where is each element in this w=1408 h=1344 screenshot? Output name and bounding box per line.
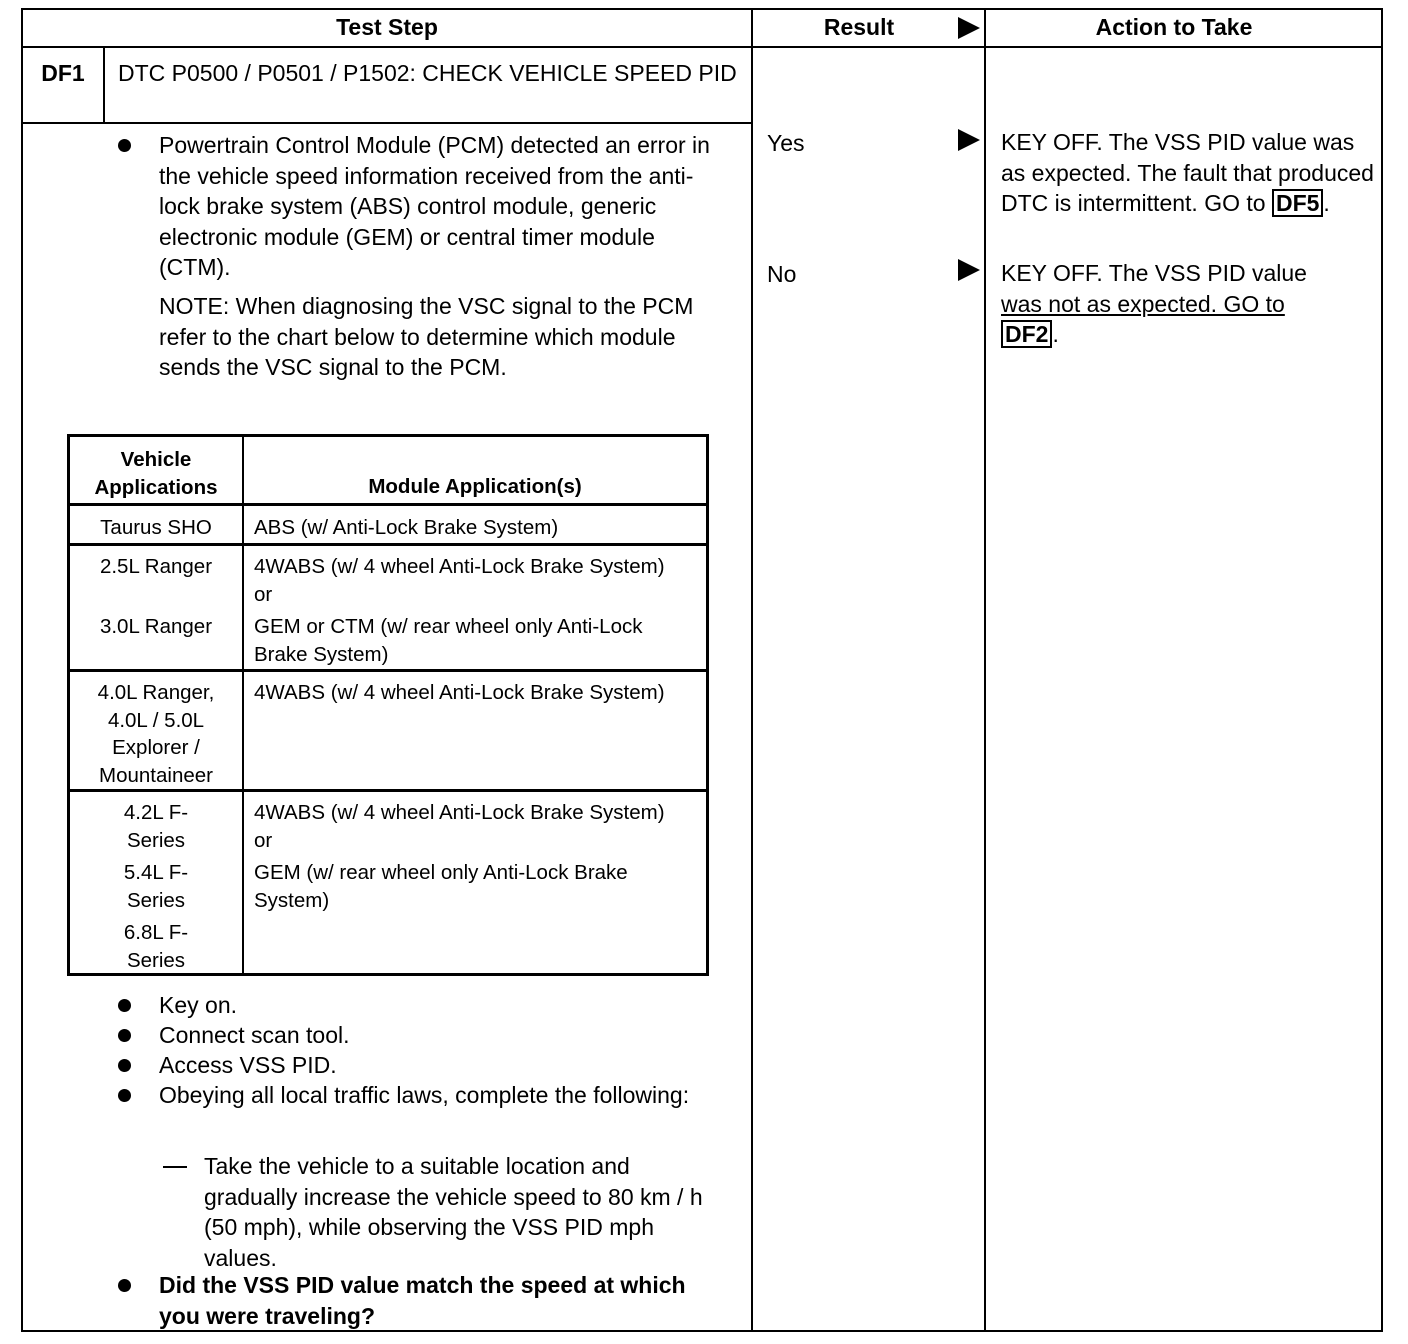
- divider-result-action: [984, 8, 986, 1332]
- note-text: NOTE: When diagnosing the VSC signal to the PCM refer to the chart below to determine which module sends the VSC signal to the PCM.: [159, 293, 694, 380]
- bullet-icon: [118, 1059, 131, 1072]
- table-cell-vehicle: 3.0L Ranger: [99, 615, 213, 638]
- action-no-period: .: [1052, 321, 1059, 347]
- table-cell-vehicle: 5.4L F-Series: [123, 861, 189, 912]
- table-col-divider: [242, 437, 244, 973]
- bullet-pcm-error: Powertrain Control Module (PCM) detected an error in the vehicle speed information received from the anti-lock brake system (ABS) control module, generic electronic module (GEM) or central timer module (CTM).: [159, 132, 710, 280]
- action-no-text-line2: was not as expected. GO to: [1001, 290, 1285, 317]
- table-cell-module: 4WABS (w/ 4 wheel Anti-Lock Brake System) or: [254, 555, 665, 606]
- table-cell-vehicle: Taurus SHO: [100, 516, 212, 539]
- table-header-vehicle: Vehicle Applications: [94, 448, 218, 499]
- bullet-traffic-laws: Obeying all local traffic laws, complete the following:: [159, 1082, 690, 1108]
- table-row-divider: [70, 789, 706, 792]
- bullet-icon: [118, 1279, 131, 1292]
- question-text: Did the VSS PID value match the speed at which you were traveling?: [159, 1272, 686, 1329]
- action-no-ref-df2[interactable]: DF2: [1001, 320, 1052, 348]
- action-yes-period: .: [1323, 190, 1330, 216]
- bullet-icon: [118, 139, 131, 152]
- table-cell-module: GEM or CTM (w/ rear wheel only Anti-Lock Brake System): [254, 615, 643, 666]
- table-row-divider: [70, 669, 706, 672]
- result-no-arrow-icon: [958, 259, 980, 281]
- bullet-icon: [118, 1089, 131, 1102]
- table-cell-vehicle: 4.0L Ranger, 4.0L / 5.0L Explorer / Mountaineer: [97, 681, 215, 787]
- step-title: DTC P0500 / P0501 / P1502: CHECK VEHICLE SPEED PID: [118, 60, 737, 86]
- table-row-divider: [70, 503, 706, 506]
- action-yes-text: KEY OFF. The VSS PID value was as expected. The fault that produced DTC is intermittent. GO to: [1001, 129, 1374, 216]
- step-id-divider: [103, 47, 105, 123]
- header-divider: [21, 46, 1383, 48]
- bullet-key-on: Key on.: [159, 992, 237, 1018]
- header-test-step: Test Step: [336, 13, 438, 40]
- divider-teststep-result: [751, 8, 753, 1332]
- header-action: Action to Take: [1095, 13, 1253, 40]
- action-no: [1001, 258, 1381, 350]
- action-no-text-line1: KEY OFF. The VSS PID value: [1001, 260, 1307, 286]
- result-yes-arrow-icon: [958, 129, 980, 151]
- table-cell-module: GEM (w/ rear wheel only Anti-Lock Brake System): [254, 861, 628, 912]
- action-yes: [1001, 127, 1381, 219]
- bullet-icon: [118, 1029, 131, 1042]
- header-arrow-icon: [958, 17, 980, 39]
- dash-icon: [163, 1166, 187, 1168]
- table-cell-module: ABS (w/ Anti-Lock Brake System): [254, 516, 559, 539]
- result-yes-label: Yes: [767, 130, 805, 156]
- table-header-module: Module Application(s): [368, 475, 582, 498]
- step-title-divider: [21, 122, 752, 124]
- table-row-divider: [70, 543, 706, 546]
- action-yes-ref-df5[interactable]: DF5: [1272, 189, 1323, 217]
- bullet-access-vss-pid: Access VSS PID.: [159, 1052, 337, 1078]
- bullet-icon: [118, 999, 131, 1012]
- dash-drive-instruction: Take the vehicle to a suitable location and gradually increase the vehicle speed to 80 km / h (50 mph), while observing the VSS PID mph values.: [204, 1153, 703, 1271]
- header-result: Result: [823, 13, 895, 40]
- bullet-connect-scan-tool: Connect scan tool.: [159, 1022, 350, 1048]
- table-cell-module: 4WABS (w/ 4 wheel Anti-Lock Brake System) or: [254, 801, 665, 852]
- module-application-table: [67, 434, 709, 976]
- table-cell-vehicle: 2.5L Ranger: [99, 555, 213, 578]
- step-id: DF1: [41, 60, 85, 86]
- result-no-label: No: [767, 261, 797, 287]
- table-cell-module: 4WABS (w/ 4 wheel Anti-Lock Brake System): [254, 681, 665, 704]
- table-cell-vehicle: 4.2L F-Series: [123, 801, 189, 852]
- table-cell-vehicle: 6.8L F-Series: [123, 921, 189, 972]
